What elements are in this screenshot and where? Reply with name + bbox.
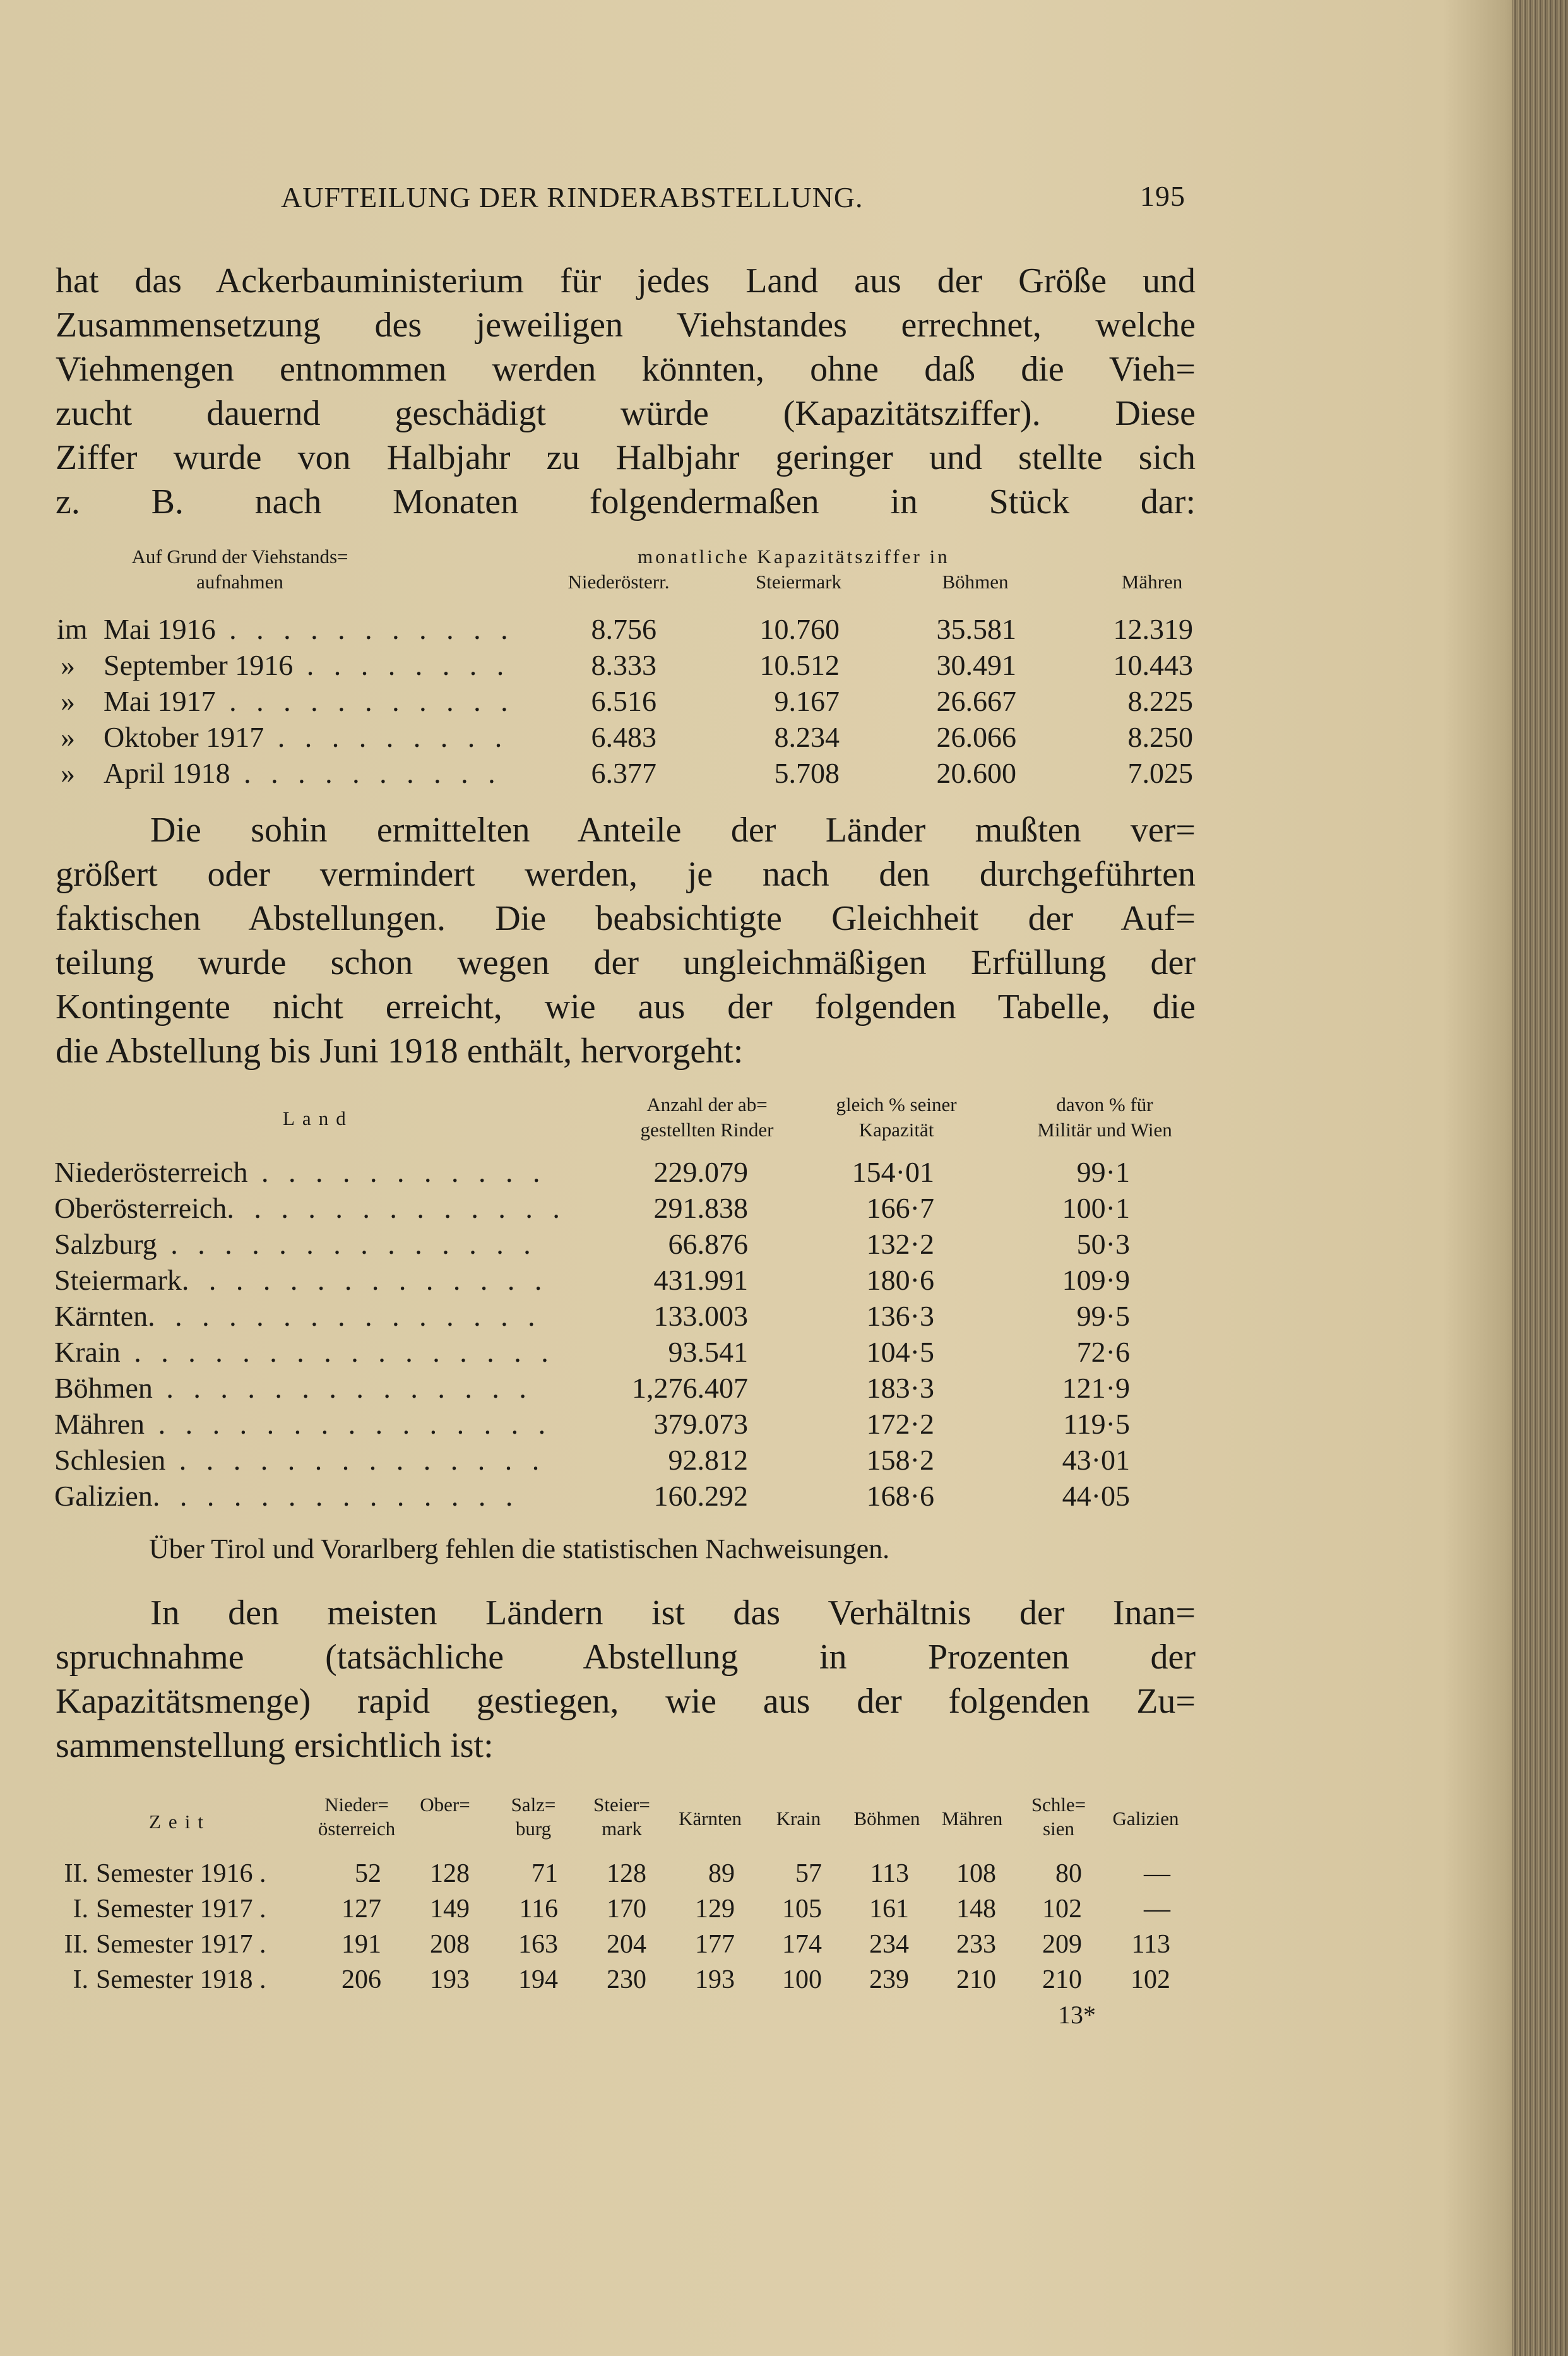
cell: 20.600 [936,757,1016,789]
header-text: Kapazität [858,1119,934,1141]
cell: 50·3 [1076,1228,1130,1260]
cell: 127 [342,1895,381,1924]
cell: 113 [870,1859,909,1888]
cell: 379.073 [653,1408,748,1440]
table3-col-header [1024,1793,1093,1841]
header-text: davon % für [1056,1093,1153,1116]
row-label: Mai 1917 . . . . . . . . . . . [104,685,514,717]
label-text: Böhmen [54,1372,153,1404]
cell: 204 [607,1930,646,1959]
row-label: Mähren . . . . . . . . . . . . . . . [54,1408,552,1440]
row-prefix: » [61,649,75,681]
text-line: spruchnahme (tatsächliche Abstellung in Prozenten der [56,1638,1196,1677]
cell: 30.491 [936,649,1016,681]
row-label: Böhmen . . . . . . . . . . . . . . [54,1372,533,1404]
row-prefix: » [61,721,75,753]
table1-col-header: Niederösterr. [567,571,670,593]
cell: 6.483 [591,721,656,753]
header-text: Kärnten [679,1807,742,1829]
cell: 160.292 [653,1480,748,1512]
row-label: Steiermark. . . . . . . . . . . . . . [54,1264,549,1296]
cell: 170 [607,1895,646,1924]
page-number: 195 [1140,180,1185,212]
table3-col-header [1102,1807,1190,1831]
cell: 209 [1042,1930,1082,1959]
cell: 10.760 [759,613,840,645]
header-text: mark [602,1818,642,1840]
label-text: September 1916 [104,649,294,681]
cell: 230 [607,1965,646,1994]
text-line: zucht dauernd geschädigt würde (Kapazitätsziffer). Diese [56,394,1196,433]
cell: 121·9 [1062,1372,1130,1404]
cell: 210 [956,1965,996,1994]
header-text: Anzahl der ab= [646,1093,768,1116]
header-text: Schle= [1031,1794,1086,1816]
cell: 8.756 [591,613,656,645]
page-edge-shadow [1512,0,1568,2356]
cell: 6.377 [591,757,656,789]
cell: 174 [782,1930,822,1959]
table2-col-header [600,1092,814,1143]
cell: 5.708 [774,757,840,789]
cell: 72·6 [1076,1336,1130,1368]
header-text: burg [515,1818,552,1840]
header-text: Böhmen [853,1807,920,1829]
label-text: Salzburg [54,1228,157,1260]
text-line: hat das Ackerbauministerium für jedes Land aus der Größe und [56,261,1196,300]
table3-col-header [666,1807,754,1831]
cell: 8.333 [591,649,656,681]
header-text: aufnahmen [196,571,283,593]
cell: 26.667 [936,685,1016,717]
table3-col-zeit: Zeit [149,1811,211,1833]
cell: 12.319 [1113,613,1193,645]
cell: 191 [342,1930,381,1959]
cell: 108 [956,1859,996,1888]
cell: 177 [695,1930,735,1959]
cell: 239 [869,1965,909,1994]
cell: 183·3 [866,1372,934,1404]
cell: 26.066 [936,721,1016,753]
header-text: Militär und Wien [1037,1119,1172,1141]
label-text: Niederösterreich [54,1156,248,1188]
header-text: Nieder= [324,1794,389,1816]
text-line: In den meisten Ländern ist das Verhältnis der Inan= [150,1593,1196,1633]
cell: 8.234 [774,721,840,753]
cell: 89 [708,1859,735,1888]
table3-col-header [410,1793,480,1817]
cell: 109·9 [1062,1264,1130,1296]
table3-col-header [316,1793,398,1841]
header-text: Salz= [511,1794,556,1816]
label-text: Semester 1917 [96,1895,253,1924]
cell: 149 [430,1895,470,1924]
table2-col-header [802,1092,991,1143]
row-prefix: I. [73,1895,88,1924]
table2-note: Über Tirol und Vorarlberg fehlen die statistischen Nachweisungen. [149,1533,890,1564]
text-line: die Abstellung bis Juni 1918 enthält, hervorgeht: [56,1032,744,1071]
row-prefix: » [61,685,75,717]
row-label: September 1916 . . . . . . . . [104,649,511,681]
cell: 71 [532,1859,558,1888]
cell: 8.225 [1127,685,1193,717]
cell: 119·5 [1063,1408,1130,1440]
label-text: Krain [54,1336,121,1368]
cell: 194 [518,1965,558,1994]
cell: 100 [782,1965,822,1994]
table1-col-header: Steiermark [755,571,841,593]
cell: 8.250 [1127,721,1193,753]
cell: 168·6 [866,1480,934,1512]
table1-header-group: monatliche Kapazitätsziffer in [638,545,950,568]
header-text: Krain [776,1807,821,1829]
label-text: Mai 1917 [104,685,216,717]
label-text: Oktober 1917 [104,721,264,753]
running-head-title: AUFTEILUNG DER RINDERABSTELLUNG. [281,181,864,213]
table3-col-header [840,1807,934,1831]
row-label: Semester 1917 . [96,1930,266,1959]
cell: 133.003 [653,1300,748,1332]
text-line: größert oder vermindert werden, je nach den durchgeführten [56,855,1196,894]
cell: 92.812 [668,1444,748,1476]
header-text: Ober= [420,1794,470,1816]
row-label: Schlesien . . . . . . . . . . . . . . [54,1444,546,1476]
header-text: österreich [318,1818,396,1840]
cell: 104·5 [866,1336,934,1368]
row-prefix: II. [64,1930,88,1959]
text-line: Die sohin ermittelten Anteile der Länder mußten ver= [150,811,1196,850]
row-prefix: » [61,757,75,789]
cell: 80 [1055,1859,1082,1888]
cell: 10.512 [759,649,840,681]
row-label: Semester 1917 . [96,1895,266,1924]
cell: 193 [430,1965,470,1994]
cell: 210 [1042,1965,1082,1994]
label-text: Semester 1916 [96,1859,253,1888]
row-label: Oktober 1917 . . . . . . . . . [104,721,509,753]
row-prefix: im [57,613,88,645]
label-text: Mähren [54,1408,145,1440]
cell: 166·7 [866,1192,934,1224]
row-prefix: I. [73,1965,88,1994]
cell: 93.541 [668,1336,748,1368]
table3-col-header [764,1807,833,1831]
header-text: Steier= [593,1794,650,1816]
cell: 102 [1131,1965,1170,1994]
label-text: Oberösterreich [54,1192,227,1224]
header-text: gestellten Rinder [640,1119,774,1141]
cell: 193 [695,1965,735,1994]
cell: 208 [430,1930,470,1959]
cell: 57 [795,1859,822,1888]
label-text: Galizien [54,1480,153,1512]
cell: 99·5 [1076,1300,1130,1332]
label-text: Mai 1916 [104,613,216,645]
row-label: Salzburg . . . . . . . . . . . . . . [54,1228,537,1260]
cell: 6.516 [591,685,656,717]
cell: 172·2 [866,1408,934,1440]
cell: 99·1 [1076,1156,1130,1188]
cell: 158·2 [866,1444,934,1476]
cell: 44·05 [1062,1480,1130,1512]
cell: 234 [869,1930,909,1959]
row-label: Semester 1918 . [96,1965,266,1994]
cell: 116 [519,1895,558,1924]
cell: 206 [342,1965,381,1994]
row-label: Semester 1916 . [96,1859,266,1888]
table3-col-header [499,1793,568,1841]
text-line: teilung wurde schon wegen der ungleichmäßigen Erfüllung der [56,943,1196,982]
cell: 102 [1042,1895,1082,1924]
table2-col-header [997,1092,1212,1143]
label-text: Semester 1917 [96,1930,253,1959]
table1-header-left [107,544,372,595]
cell: 129 [695,1895,735,1924]
cell: 148 [956,1895,996,1924]
table3-col-header [931,1807,1013,1831]
row-prefix: II. [64,1859,88,1888]
table2-col-land: Land [283,1107,353,1129]
table3-col-header [584,1793,660,1841]
text-line: Zusammensetzung des jeweiligen Viehstandes errechnet, welche [56,306,1196,345]
cell: 132·2 [866,1228,934,1260]
label-text: Semester 1918 [96,1965,253,1994]
label-text: Kärnten [54,1300,148,1332]
label-text: Steiermark [54,1264,182,1296]
text-line: Viehmengen entnommen werden könnten, ohne daß die Vieh= [56,350,1196,389]
cell: 180·6 [866,1264,934,1296]
cell: 291.838 [653,1192,748,1224]
cell: 10.443 [1113,649,1193,681]
cell: 1,276.407 [632,1372,748,1404]
row-label: Galizien. . . . . . . . . . . . . . [54,1480,520,1512]
cell: 431.991 [653,1264,748,1296]
header-text: Mähren [941,1807,1003,1829]
cell: 9.167 [774,685,840,717]
cell: 66.876 [668,1228,748,1260]
cell: 229.079 [653,1156,748,1188]
cell: 7.025 [1127,757,1193,789]
cell: 35.581 [936,613,1016,645]
table1-col-header: Böhmen [942,571,1009,593]
row-label: Mai 1916 . . . . . . . . . . . [104,613,514,645]
header-text: Auf Grund der Viehstands= [131,545,348,568]
cell: — [1144,1895,1170,1924]
cell: 233 [956,1930,996,1959]
label-text: April 1918 [104,757,230,789]
cell: 128 [430,1859,470,1888]
table1-col-header: Mähren [1121,571,1183,593]
cell: 128 [607,1859,646,1888]
header-text: gleich % seiner [836,1093,957,1116]
label-text: Schlesien [54,1444,166,1476]
cell: 163 [518,1930,558,1959]
cell: 154·01 [852,1156,934,1188]
header-text: Galizien [1112,1807,1179,1829]
text-line: faktischen Abstellungen. Die beabsichtigte Gleichheit der Auf= [56,899,1196,938]
text-line: sammenstellung ersichtlich ist: [56,1726,494,1765]
cell: 136·3 [866,1300,934,1332]
text-line: Ziffer wurde von Halbjahr zu Halbjahr geringer und stellte sich [56,438,1196,477]
row-label: Oberösterreich. . . . . . . . . . . . . [54,1192,566,1224]
row-label: April 1918 . . . . . . . . . . [104,757,502,789]
cell: 52 [355,1859,381,1888]
cell: — [1144,1859,1170,1888]
cell: 161 [869,1895,909,1924]
cell: 105 [782,1895,822,1924]
row-label: Krain . . . . . . . . . . . . . . . . [54,1336,555,1368]
header-text: sien [1043,1818,1074,1840]
text-line: z. B. nach Monaten folgendermaßen in Stück dar: [56,482,1196,521]
text-line: Kontingente nicht erreicht, wie aus der folgenden Tabelle, die [56,987,1196,1026]
row-label: Kärnten. . . . . . . . . . . . . . . [54,1300,542,1332]
cell: 43·01 [1062,1444,1130,1476]
signature-mark: 13* [1058,2001,1096,2029]
text-line: Kapazitätsmenge) rapid gestiegen, wie aus der folgenden Zu= [56,1682,1196,1721]
cell: 100·1 [1062,1192,1130,1224]
cell: 113 [1131,1930,1170,1959]
row-label: Niederösterreich . . . . . . . . . . . [54,1156,547,1188]
